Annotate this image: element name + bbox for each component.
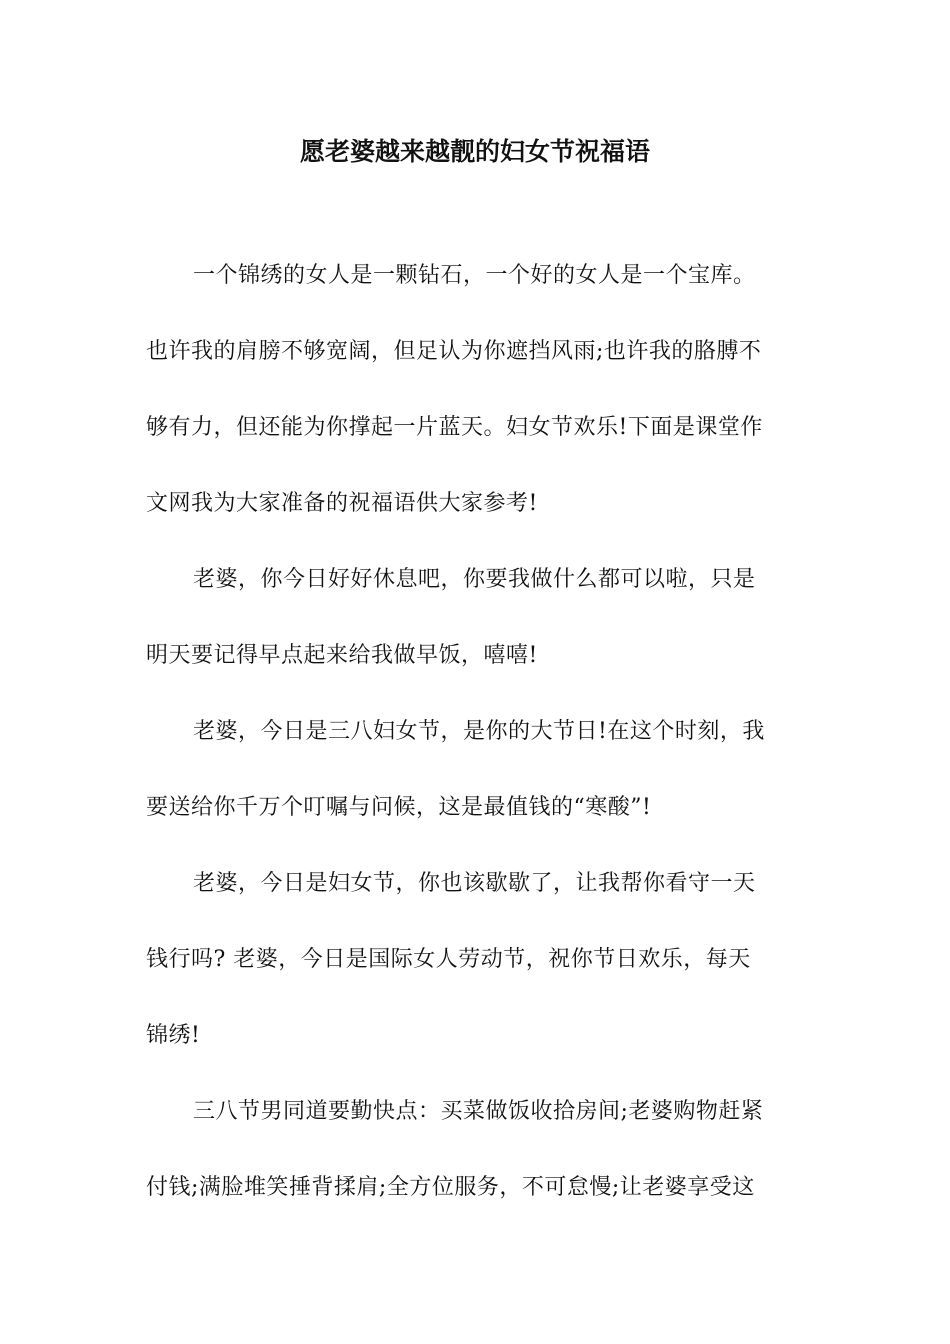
- text-line: 也许我的肩膀不够宽阔，但足认为你遮挡风雨;也许我的胳膊不: [146, 339, 762, 364]
- text-line: 够有力，但还能为你撑起一片蓝天。妇女节欢乐!下面是课堂作: [146, 415, 763, 440]
- text-line: 明天要记得早点起来给我做早饭，嘻嘻!: [146, 643, 538, 668]
- document-title: 愿老婆越来越靓的妇女节祝福语: [299, 137, 650, 166]
- text-line: 锦绣!: [146, 1023, 201, 1048]
- text-line: 老婆，今日是三八妇女节，是你的大节日!在这个时刻，我: [193, 719, 765, 744]
- text-line: 付钱;满脸堆笑捶背揉肩;全方位服务，不可怠慢;让老婆享受这: [146, 1175, 755, 1200]
- text-line: 要送给你千万个叮嘱与问候，这是最值钱的“寒酸”!: [146, 795, 652, 820]
- text-line: 文网我为大家准备的祝福语供大家参考!: [146, 491, 538, 516]
- text-line: 钱行吗? 老婆，今日是国际女人劳动节，祝你节日欢乐，每天: [146, 947, 751, 972]
- document-body: [146, 257, 808, 1245]
- text-line: 老婆，今日是妇女节，你也该歇歇了，让我帮你看守一天: [193, 871, 756, 896]
- text-line: 三八节男同道要勤快点：买菜做饭收拾房间;老婆购物赶紧: [193, 1099, 764, 1124]
- text-line: 老婆，你今日好好休息吧，你要我做什么都可以啦，只是: [193, 567, 756, 592]
- text-line: 一个锦绣的女人是一颗钻石，一个好的女人是一个宝库。: [193, 263, 756, 288]
